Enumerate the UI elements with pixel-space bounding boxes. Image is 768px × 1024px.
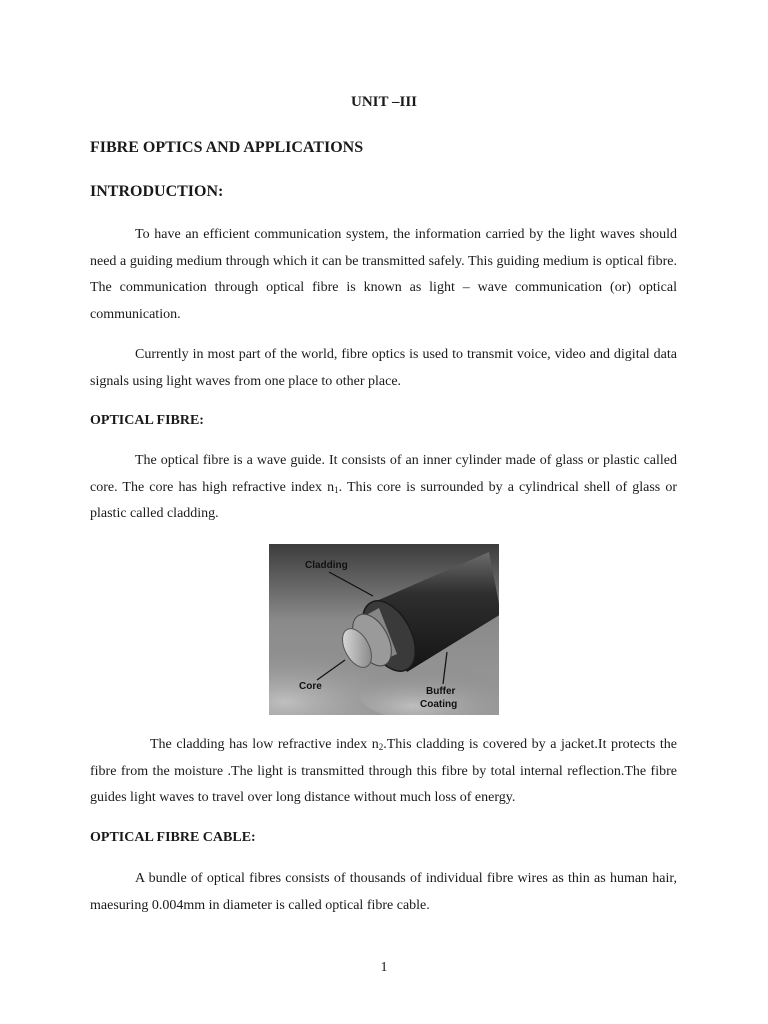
main-heading: FIBRE OPTICS AND APPLICATIONS [90,139,364,156]
page-number: 1 [380,960,388,975]
label-coating: Coating [420,699,458,710]
cable-paragraph-text: A bundle of optical fibres consists of thousands of individual fibre wires as thin as human hair, maesuring 0.004mm in diameter is called optical fibre cable. [90,871,677,913]
cladding-paragraph [90,732,677,812]
optical-fibre-text-b: . This core is surrounded by a cylindrical shell of glass or plastic called cladding. [90,479,677,521]
optical-fibre-heading: OPTICAL FIBRE: [90,413,204,428]
cladding-text-a: The cladding has low refractive index n [150,737,379,752]
label-core: Core [299,681,322,692]
intro-paragraph-2 [90,342,677,395]
subscript-1: 1 [334,484,339,495]
intro-paragraph-1 [90,222,677,328]
label-cladding: Cladding [305,560,348,571]
cable-paragraph [90,866,677,919]
optical-fibre-text-a: The optical fibre is a wave guide. It consists of an inner cylinder made of glass or plastic called core. The core has high refractive index n [90,453,677,495]
subscript-2: 2 [378,742,384,752]
optical-fibre-paragraph [90,448,677,528]
fibre-illustration [269,544,499,715]
fibre-structure-figure [269,544,499,715]
intro-paragraph-1-text: To have an efficient communication system, the information carried by the light waves should need a guiding medium through which it can be transmitted safely. This guiding medium is optical fibre. The communication through optical fibre is known as light – wave communication (or) optical communication. [90,227,677,322]
optical-fibre-cable-heading: OPTICAL FIBRE CABLE: [90,830,256,845]
intro-paragraph-2-text: Currently in most part of the world, fibre optics is used to transmit voice, video and digital data signals using light waves from one place to other place. [90,347,677,389]
unit-title: UNIT –III [351,94,417,110]
label-buffer: Buffer [426,686,456,697]
cladding-text-b: .This cladding is covered by a jacket.It protects the fibre from the moisture .The light is transmitted through this fibre by total internal reflection.The fibre guides light waves to travel over long distance without much loss of energy. [90,737,677,805]
introduction-heading: INTRODUCTION: [90,183,224,200]
